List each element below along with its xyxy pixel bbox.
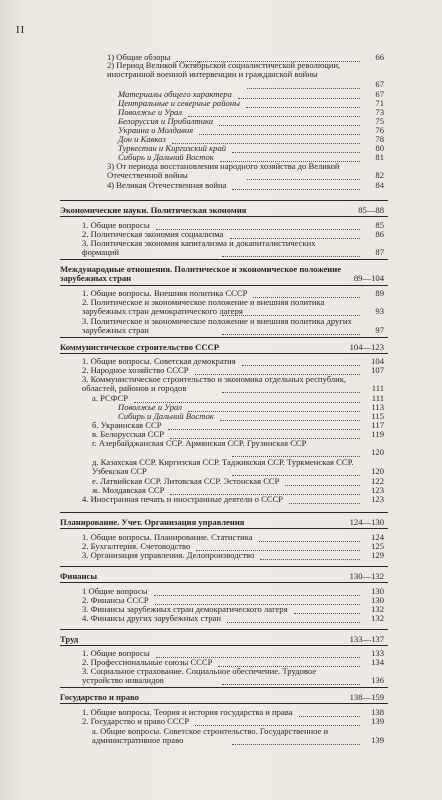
toc-entry: 1 Общие вопросы <box>82 586 148 596</box>
section-rule-bottom <box>60 645 388 646</box>
toc-entry: а. РСФСР <box>92 393 129 403</box>
toc-entry: 2. Политическое и экономическое положение и внешняя политика зарубежных стран демократического лагеря <box>82 297 325 317</box>
dot-leader <box>222 386 360 393</box>
entry-page-number: 113 <box>371 402 384 412</box>
toc-entry: 2. Финансы СССР <box>82 595 149 605</box>
entry-page-number: 130 <box>371 586 384 596</box>
section-rule-top <box>60 629 388 630</box>
section-heading: Планирование. Учет. Организация управления <box>60 517 245 527</box>
toc-entry: 3. Организация управления. Делопроизводство <box>82 550 255 560</box>
dot-leader <box>222 250 360 257</box>
dot-leader <box>222 328 360 335</box>
toc-entry: 3. Социальное страхование. Социальное обеспечение. Трудовое устройство инвалидов <box>82 666 317 686</box>
entry-page-number: 80 <box>375 143 384 153</box>
section-page-range: 133—137 <box>349 634 384 644</box>
toc-entry: 3. Политическое и экономическое положение и внешняя политика других зарубежных стран <box>82 316 352 336</box>
toc-entry: 1. Общие вопросы. Советская демократия <box>82 356 236 366</box>
dot-leader <box>289 497 360 504</box>
entry-page-number: 107 <box>371 365 384 375</box>
subregion-entry: Поволжье и Урал <box>118 402 183 412</box>
toc-entry: 3) От периода восстановления народного хозяйства до Великой Отечественной войны <box>107 161 340 181</box>
dot-leader <box>188 110 360 117</box>
dot-leader <box>294 607 360 614</box>
dot-leader <box>247 82 360 89</box>
toc-entry: 4. Финансы других зарубежных стран <box>82 613 221 623</box>
toc-entry: 2. Политическая экономия социализма <box>82 229 224 239</box>
section-heading: Экономические науки. Политическая экономия <box>60 205 247 215</box>
dot-leader <box>259 535 360 542</box>
subregion-entry: Поволжье и Урал <box>118 107 183 117</box>
entry-page-number: 93 <box>375 306 384 317</box>
subregion-entry: Туркестан и Киргизский край <box>118 143 227 153</box>
entry-page-number: 139 <box>371 716 384 726</box>
section-rule-top <box>60 337 388 338</box>
section-heading: Труд <box>60 634 79 644</box>
entry-page-number: 104 <box>371 356 384 366</box>
toc-entry: 2. Народное хозяйство СССР <box>82 365 189 375</box>
toc-entry: в. Белорусская ССР <box>92 429 165 439</box>
dot-leader <box>222 678 360 685</box>
entry-page-number: 71 <box>375 98 384 108</box>
subregion-entry: Центральные и северные районы <box>118 98 240 108</box>
dot-leader <box>232 146 360 153</box>
entry-page-number: 75 <box>375 116 384 126</box>
section-rule-bottom <box>60 285 388 286</box>
entry-page-number: 124 <box>371 532 384 542</box>
entry-page-number: 86 <box>375 229 384 239</box>
toc-entry: 3. Финансы зарубежных стран демократического лагеря <box>82 604 288 614</box>
dot-leader <box>242 359 360 366</box>
section-rule-bottom <box>60 353 388 354</box>
toc-entry: е. Латвийская ССР. Литовская ССР. Эстонская ССР <box>92 476 280 486</box>
entry-page-number: 76 <box>375 125 384 135</box>
section-heading: Коммунистическое строительство СССР <box>60 342 220 352</box>
entry-page-number: 66 <box>375 52 384 62</box>
entry-page-number: 67 <box>375 89 384 99</box>
section-rule-top <box>60 200 388 201</box>
dot-leader <box>199 128 360 135</box>
dot-leader <box>260 553 360 560</box>
section-heading: Государство и право <box>60 692 139 702</box>
dot-leader <box>227 616 360 623</box>
dot-leader <box>220 414 360 421</box>
dot-leader <box>285 479 360 486</box>
entry-page-number: 125 <box>371 541 384 551</box>
section-page-range: 124—130 <box>349 517 384 527</box>
entry-page-number: 67 <box>375 78 384 89</box>
toc-entry: 1. Общие вопросы. Внешняя политика СССР <box>82 288 248 298</box>
entry-page-number: 136 <box>371 675 384 686</box>
toc-entry: г. Азербайджанская ССР. Армянская ССР. Грузинская ССР <box>92 438 307 448</box>
dot-leader <box>195 719 360 726</box>
toc-entry: 1. Общие вопросы. Планирование. Статистика <box>82 532 253 542</box>
section-page-range: 89—104 <box>353 273 384 284</box>
subregion-entry: Белоруссия и Прибалтика <box>118 116 214 126</box>
subregion-entry: Сибирь и Дальний Восток <box>118 411 214 421</box>
subregion-entry: Материалы общего характера <box>118 89 232 99</box>
entry-page-number: 134 <box>371 657 384 667</box>
toc-entry: 1. Общие вопросы <box>82 648 150 658</box>
toc-entry: 2. Государство и право СССР <box>82 716 190 726</box>
toc-entry: 1) Общие обзоры <box>107 52 171 62</box>
section-rule-top <box>60 687 388 688</box>
entry-page-number: 120 <box>371 466 384 477</box>
entry-page-number: 87 <box>375 247 384 258</box>
entry-page-number: 81 <box>375 152 384 162</box>
dot-leader <box>232 738 360 745</box>
dot-leader <box>219 119 360 126</box>
dot-leader <box>154 589 361 596</box>
entry-page-number: 123 <box>371 494 384 504</box>
entry-page-number: 132 <box>371 613 384 623</box>
toc-entry: 2) Период Великой Октябрьской социалистической революции, иностранной военной интервенции и гражданской войны <box>107 60 341 80</box>
dot-leader <box>238 92 360 99</box>
toc-entry: 1. Общие вопросы. Теория и история государства и права <box>82 707 293 717</box>
entry-page-number: 117 <box>371 420 384 430</box>
section-rule-bottom <box>60 528 388 529</box>
entry-page-number: 130 <box>371 595 384 605</box>
entry-page-number: 111 <box>371 383 384 394</box>
entry-page-number: 84 <box>375 180 384 190</box>
entry-page-number: 73 <box>375 107 384 117</box>
section-page-range: 104—123 <box>349 342 384 352</box>
section-rule-bottom <box>60 703 388 704</box>
toc-entry: 3. Коммунистическое строительство и экономика отдельных республик, областей, районов и городов <box>82 374 347 394</box>
entry-page-number: 120 <box>371 447 384 458</box>
toc-entry: ж. Молдавская ССР <box>92 485 165 495</box>
toc-entry: 4) Великая Отечественная война <box>107 180 227 190</box>
section-page-range: 85—88 <box>358 205 384 215</box>
section-rule-top <box>60 259 388 260</box>
toc-entry: 2. Профессиональные союзы СССР <box>82 657 213 667</box>
toc-entry: 2. Бухгалтерия. Счетоводство <box>82 541 191 551</box>
toc-entry: 3. Политическая экономия капитализма и докапиталистических формаций <box>82 238 316 258</box>
dot-leader <box>232 183 360 190</box>
entry-page-number: 138 <box>371 707 384 717</box>
section-rule-bottom <box>60 216 388 217</box>
entry-page-number: 89 <box>375 288 384 298</box>
section-heading: Международные отношения. Политическое и экономическое положение зарубежных стран <box>60 264 342 284</box>
section-rule-top <box>60 512 388 513</box>
dot-leader <box>299 710 360 717</box>
entry-page-number: 111 <box>371 393 384 403</box>
entry-page-number: 132 <box>371 604 384 614</box>
entry-page-number: 97 <box>375 325 384 336</box>
dot-leader <box>246 101 360 108</box>
dot-leader <box>168 423 360 430</box>
page-number: II <box>16 24 26 36</box>
entry-page-number: 122 <box>371 476 384 486</box>
entry-page-number: 129 <box>371 550 384 560</box>
entry-page-number: 139 <box>371 735 384 746</box>
section-rule-top <box>60 566 388 567</box>
toc-entry: д. Казахская ССР. Киргизская ССР. Таджикская ССР. Туркменская ССР. Узбекская ССР <box>92 457 354 477</box>
entry-page-number: 119 <box>371 429 384 439</box>
dot-leader <box>247 173 360 180</box>
entry-page-number: 115 <box>371 411 384 421</box>
toc-entry: 1. Общие вопросы <box>82 220 150 230</box>
section-rule-bottom <box>60 582 388 583</box>
subregion-entry: Сибирь и Дальний Восток <box>118 152 214 162</box>
section-page-range: 138—159 <box>349 692 384 702</box>
section-page-range: 130—132 <box>349 571 384 581</box>
subregion-entry: Дон и Кавказ <box>118 134 166 144</box>
subregion-entry: Украина и Молдавия <box>118 125 194 135</box>
entry-page-number: 133 <box>371 648 384 658</box>
entry-page-number: 78 <box>375 134 384 144</box>
toc-entry: б. Украинская ССР <box>92 420 162 430</box>
toc-entry: а. Общие вопросы. Советское строительство. Государственное и административное право <box>92 726 329 746</box>
entry-page-number: 85 <box>375 220 384 230</box>
section-heading: Финансы <box>60 571 98 581</box>
entry-page-number: 123 <box>371 485 384 495</box>
entry-page-number: 82 <box>375 170 384 181</box>
toc-entry: 4. Иностранная печать и иностранные деятели о СССР <box>82 494 284 504</box>
